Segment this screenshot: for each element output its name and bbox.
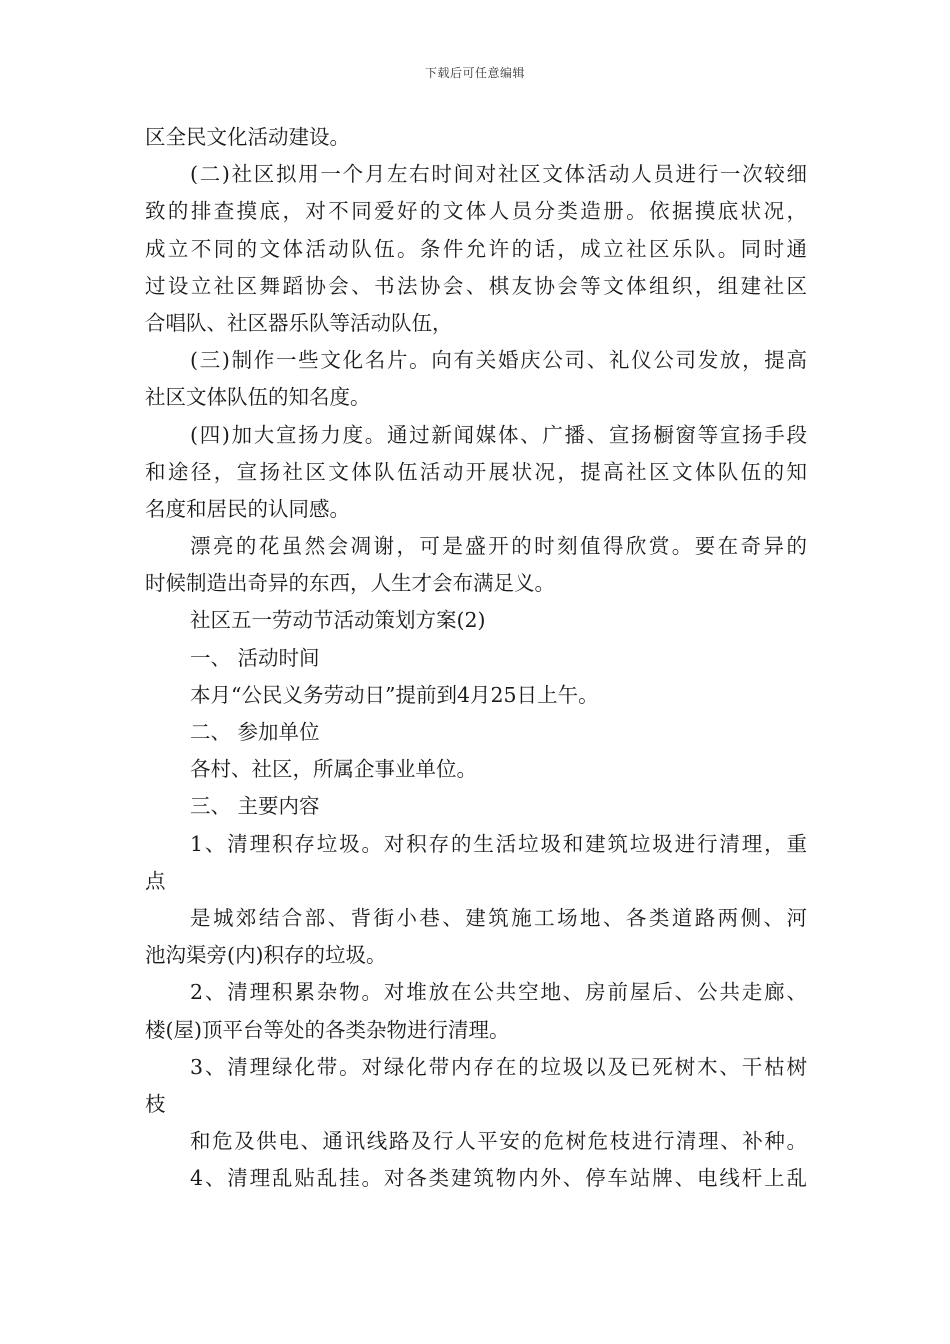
text-line: 二、 参加单位 xyxy=(190,720,320,744)
text-line: 名度和居民的认同感。 xyxy=(145,496,350,521)
text-line: 4、清理乱贴乱挂。对各类建筑物内外、停车站牌、电线杆上乱 xyxy=(190,1166,807,1191)
text-line: (二)社区拟用一个月左右时间对社区文体活动人员进行一次较细 xyxy=(190,162,807,187)
text-line: 和途径，宣扬社区文体队伍活动开展状况，提高社区文体队伍的知 xyxy=(145,459,807,484)
text-line: 合唱队、社区器乐队等活动队伍， xyxy=(145,310,453,335)
text-line: 点 xyxy=(145,868,166,893)
text-line: 各村、社区，所属企事业单位。 xyxy=(190,757,477,782)
text-line: 池沟渠旁(内)积存的垃圾。 xyxy=(145,943,387,968)
document-body xyxy=(145,119,807,1197)
text-line: 时候制造出奇异的东西，人生才会布满足义。 xyxy=(145,571,555,596)
text-line: 成立不同的文体活动队伍。条件允许的话，成立社区乐队。同时通 xyxy=(145,236,807,261)
text-line: (四)加大宣扬力度。通过新闻媒体、广播、宣扬橱窗等宣扬手段 xyxy=(190,422,807,447)
text-line: 过设立社区舞蹈协会、书法协会、棋友协会等文体组织，组建社区 xyxy=(145,273,807,298)
text-line: (三)制作一些文化名片。向有关婚庆公司、礼仪公司发放，提高 xyxy=(190,348,807,373)
text-line: 致的排查摸底，对不同爱好的文体人员分类造册。依据摸底状况， xyxy=(145,199,807,224)
text-line: 社区文体队伍的知名度。 xyxy=(145,385,371,410)
text-line: 和危及供电、通讯线路及行人平安的危树危枝进行清理、补种。 xyxy=(190,1129,807,1154)
page-header: 下载后可任意编辑 xyxy=(424,66,525,80)
text-line: 三、 主要内容 xyxy=(190,794,320,819)
text-line: 一、 活动时间 xyxy=(190,645,320,670)
text-line: 是城郊结合部、背街小巷、建筑施工场地、各类道路两侧、河 xyxy=(190,905,807,930)
text-line: 3、清理绿化带。对绿化带内存在的垃圾以及已死树木、干枯树 xyxy=(190,1054,807,1079)
text-line: 1、清理积存垃圾。对积存的生活垃圾和建筑垃圾进行清理，重 xyxy=(190,831,807,856)
text-line: 漂亮的花虽然会凋谢，可是盛开的时刻值得欣赏。要在奇异的 xyxy=(190,534,807,559)
text-line: 社区五一劳动节活动策划方案(2) xyxy=(190,608,486,633)
text-line: 枝 xyxy=(145,1091,166,1116)
text-line: 2、清理积累杂物。对堆放在公共空地、房前屋后、公共走廊、 xyxy=(190,980,807,1005)
text-line: 区全民文化活动建设。 xyxy=(145,125,350,149)
text-line: 楼(屋)顶平台等处的各类杂物进行清理。 xyxy=(145,1017,510,1042)
text-line: 本月“公民义务劳动日”提前到4月25日上午。 xyxy=(190,682,599,707)
